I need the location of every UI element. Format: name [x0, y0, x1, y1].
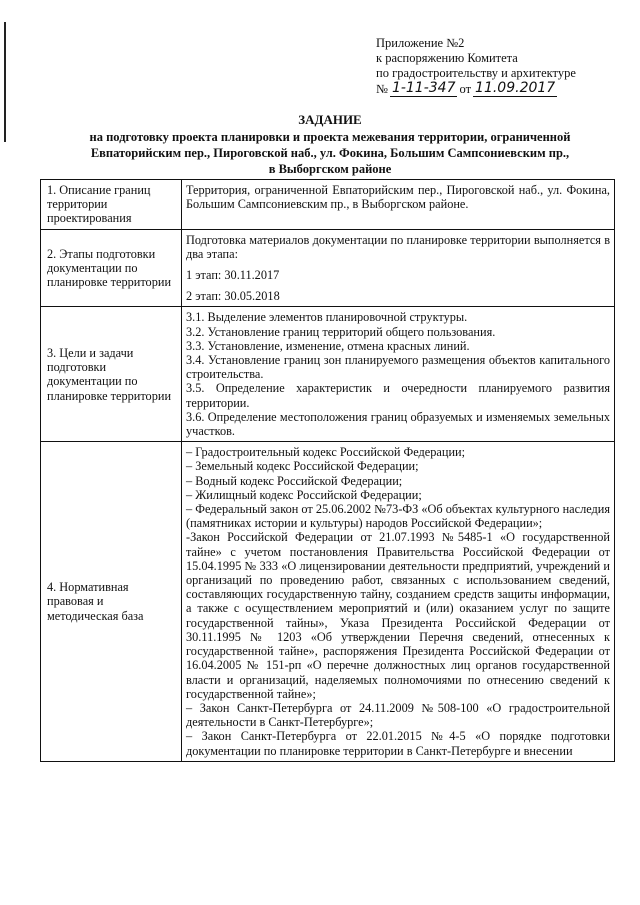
handwritten-number: 1-11-347 [391, 80, 456, 96]
stage-2: 2 этап: 30.05.2018 [186, 289, 280, 304]
title-line-3: в Выборгском районе [268, 162, 392, 176]
specification-table [40, 179, 615, 762]
number-prefix: № [376, 82, 388, 96]
table-row [41, 307, 615, 442]
table-row [41, 442, 615, 761]
date-prefix: от [459, 82, 472, 96]
title-line-2: Евпаторийским пер., Пироговской наб., ул. Фокина, Большим Сампсониевским пр., [90, 146, 570, 160]
stage-1: 1 этап: 30.11.2017 [186, 268, 280, 283]
legal-item: -Закон Российской Федерации от 21.07.1993 №5485-1 «О государственной тайне» с учетом постановления Правительства Российской Федерации от 15.04.1995 № 333 «О лицензировании деятельности предприятий, учреждений и организаций по проведению работ, связанных с использованием сведений, составляющих государственную тайну, созданием средств защиты информации, а также с осуществлением мероприятий и (или) оказанием услуг по защите государственной тайны», Указа Президента Российской Федерации от 30.11.1995 № 1203 «Об утверждении Перечня сведений, отнесенных к государственной тайне», распоряжения Президента Российской Федерации от 16.04.2005 № 151-рп «О перечне должностных лиц органов государственной власти и организаций, наделяемых полномочиями по отнесению сведений к государственной тайне»; [186, 530, 610, 701]
table-row [41, 229, 615, 307]
title-line-1: на подготовку проекта планировки и проекта межевания территории, ограниченной [89, 130, 571, 144]
goal-item: 3.4. Установление границ зон планируемого размещения объектов капитального строительства. [186, 353, 610, 382]
margin-line [4, 22, 6, 142]
row-content [182, 229, 615, 307]
row-content [182, 307, 615, 442]
row-label: 1. Описание границ территории проектирования [41, 180, 182, 230]
goal-item: 3.2. Установление границ территорий общего пользования. [186, 324, 496, 339]
legal-item: – Водный кодекс Российской Федерации; [186, 473, 403, 488]
legal-item: – Градостроительный кодекс Российской Федерации; [186, 445, 466, 460]
handwritten-date: 11.09.2017 [475, 80, 556, 96]
row-label: 4. Нормативная правовая и методическая база [41, 442, 182, 761]
legal-item: – Федеральный закон от 25.06.2002 №73-ФЗ «Об объектах культурного наследия (памятниках истории и культуры) народов Российской Федерации»; [186, 502, 610, 531]
legal-item: – Земельный кодекс Российской Федерации; [186, 459, 419, 474]
goal-item: 3.5. Определение характеристик и очередности планируемого развития территории. [186, 381, 610, 410]
row-label: 3. Цели и задачи подготовки документации по планировке территории [41, 307, 182, 442]
title-main: ЗАДАНИЕ [298, 112, 362, 127]
legal-item: – Жилищный кодекс Российской Федерации; [186, 487, 422, 502]
row-label: 2. Этапы подготовки документации по планировке территории [41, 229, 182, 307]
appendix-line-2: к распоряжению Комитета [376, 51, 518, 65]
stages-intro: Подготовка материалов документации по планировке территории выполняется в два этапа: [186, 232, 610, 261]
appendix-line-3: по градостроительству и архитектуре [376, 66, 576, 80]
legal-item: – Закон Санкт-Петербурга от 24.11.2009 №508-100 «О градостроительной деятельности в Санкт-Петербурге»; [186, 700, 610, 730]
table-row [41, 180, 615, 230]
goal-item: 3.1. Выделение элементов планировочной структуры. [186, 310, 468, 325]
appendix-number-line [376, 81, 626, 97]
appendix-header [376, 36, 626, 97]
row-content [182, 442, 615, 761]
appendix-line-1: Приложение №2 [376, 36, 465, 50]
row-content: Территория, ограниченной Евпаторийским пер., Пироговской наб., ул. Фокина, Большим Сампсониевским пр., в Выборгском районе. [182, 180, 615, 230]
goal-item: 3.6. Определение местоположения границ образуемых и изменяемых земельных участков. [186, 409, 610, 439]
document-title [40, 112, 620, 177]
goal-item: 3.3. Установление, изменение, отмена красных линий. [186, 338, 470, 353]
legal-item: – Закон Санкт-Петербурга от 22.01.2015 №4-5 «О порядке подготовки документации по планировке территории в Санкт-Петербурге и внесении [186, 729, 610, 758]
